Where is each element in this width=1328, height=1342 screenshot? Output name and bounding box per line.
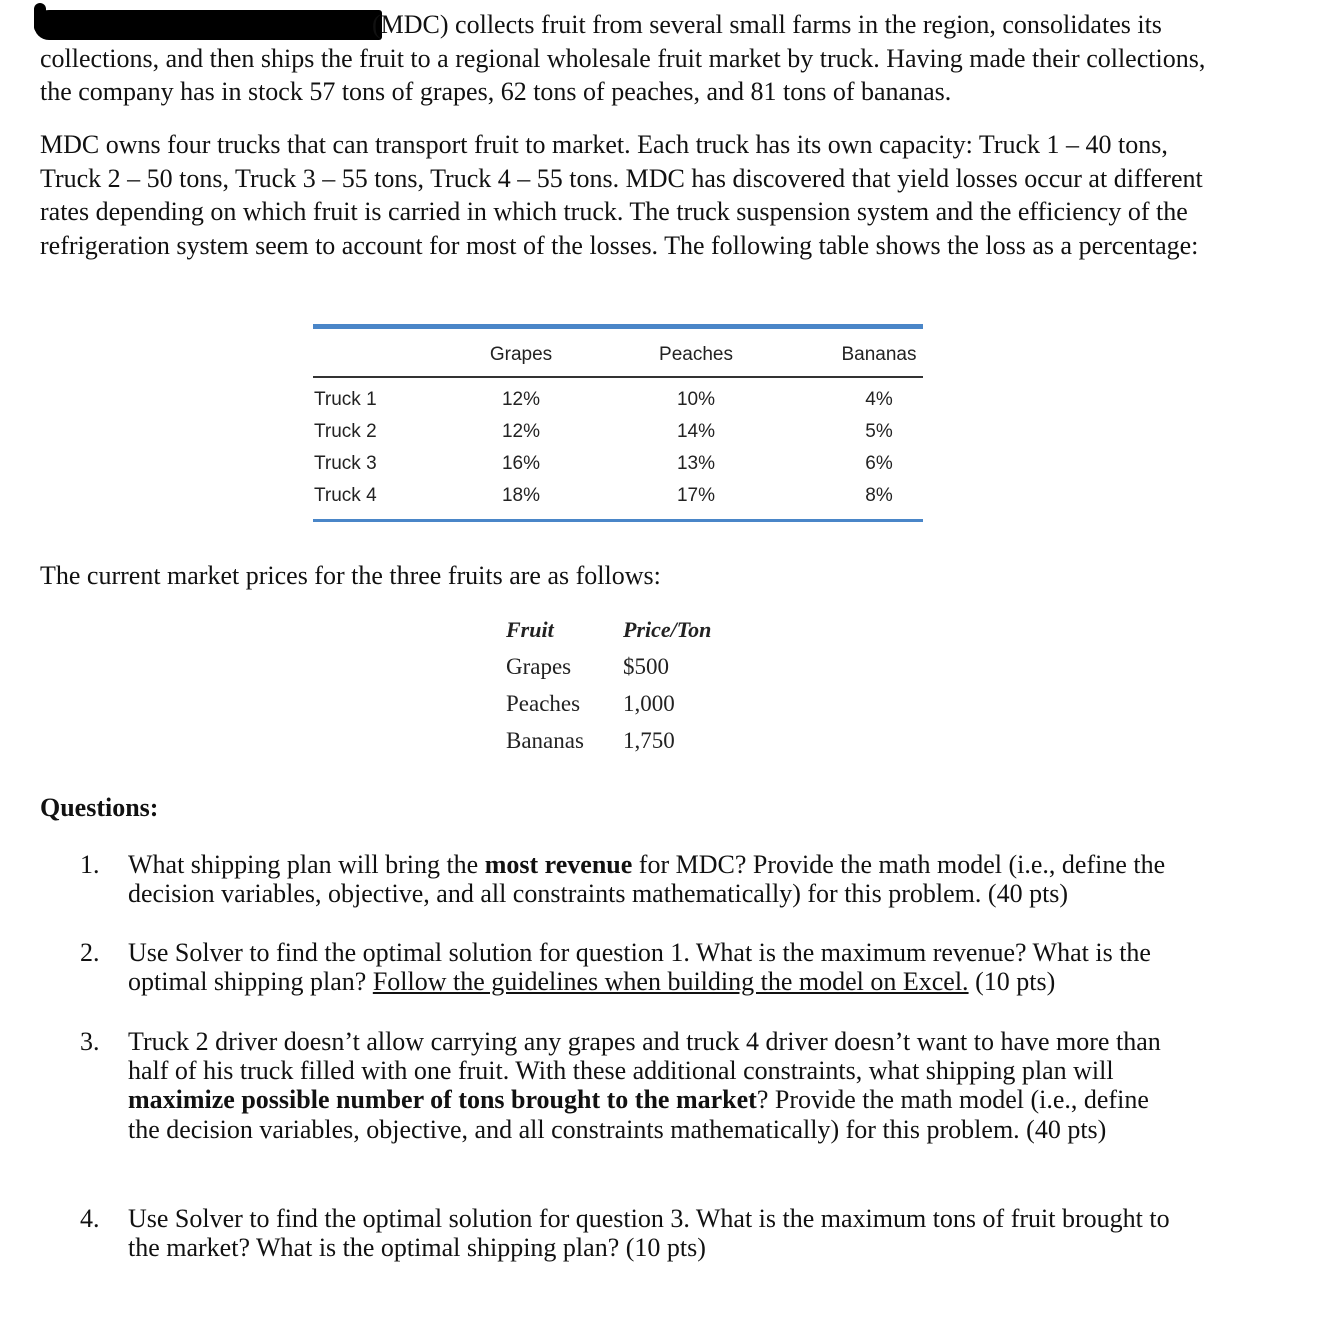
- header-bananas: Bananas: [841, 344, 917, 365]
- row-label: Truck 3: [314, 453, 377, 474]
- cell-bananas: 5%: [865, 421, 893, 442]
- cell-bananas: 6%: [865, 453, 893, 474]
- row-label: Truck 4: [314, 485, 377, 506]
- question-text-part: Truck 2 driver doesn’t allow carrying any grapes and truck 4 driver doesn’t want to have more than half of his truck filled with one fruit. With these additional constraints, what shipping plan will: [128, 1027, 1161, 1086]
- intro-paragraph-1: (MDC) collects fruit from several small farms in the region, consolidates its collections, and then ships the fruit to a regional wholesale fruit market by truck. Having made their collections, the company has in stock 57 tons of grapes, 62 tons of peaches, and 81 tons of bananas.: [40, 10, 1206, 107]
- question-text-part: What shipping plan will bring the: [128, 850, 485, 879]
- cell-peaches: 10%: [676, 389, 716, 410]
- questions-heading: Questions:: [40, 793, 159, 822]
- intro-paragraph-2: MDC owns four trucks that can transport fruit to market. Each truck has its own capacity: Truck 1 – 40 tons, Truck 2 – 50 tons, Truck 3 – 55 tons, Truck 4 – 55 tons. MDC has discovered that yield losses occur at different rates depending on which fruit is carried in which truck. The truck suspension system and the efficiency of the refrigeration system seem to account for most of the losses. The following table shows the loss as a percentage:: [40, 130, 1203, 260]
- price-table-header: [506, 617, 766, 654]
- question-text: [128, 1027, 1178, 1144]
- table-row-truck-1: [313, 389, 923, 419]
- question-number: 2.: [80, 938, 100, 967]
- header-fruit: Fruit: [506, 617, 554, 642]
- price-row-peaches: [506, 691, 766, 728]
- fruit-price: 1,000: [623, 691, 675, 716]
- row-label: Truck 1: [314, 389, 377, 410]
- price-row-grapes: [506, 654, 766, 691]
- table-top-rule: [313, 324, 923, 329]
- question-text-part: Use Solver to find the optimal solution for question 3. What is the maximum tons of fruit brought to the market? What is the optimal shipping plan? (10 pts): [128, 1204, 1170, 1263]
- table-row-truck-2: [313, 421, 923, 451]
- table-bottom-rule: [313, 519, 923, 522]
- guidelines-link[interactable]: Follow the guidelines when building the model on Excel.: [372, 967, 969, 997]
- row-label: Truck 2: [314, 421, 377, 442]
- question-text: [128, 850, 1178, 908]
- cell-peaches: 17%: [676, 485, 716, 506]
- price-table: [506, 617, 766, 765]
- fruit-name: Peaches: [506, 691, 581, 716]
- table-header-rule: [313, 376, 923, 378]
- question-text: [128, 1204, 1178, 1262]
- table-row-truck-3: [313, 453, 923, 483]
- question-text-part: Use Solver to find the optimal solution for question 1. What is the maximum revenue? What is the optimal shipping plan?: [128, 938, 1151, 997]
- cell-grapes: 12%: [501, 421, 541, 442]
- loss-percentage-table: [313, 324, 923, 524]
- cell-bananas: 8%: [865, 485, 893, 506]
- cell-grapes: 12%: [501, 389, 541, 410]
- fruit-price: $500: [623, 654, 669, 679]
- fruit-name: Bananas: [506, 728, 584, 753]
- cell-peaches: 13%: [676, 453, 716, 474]
- cell-grapes: 16%: [501, 453, 541, 474]
- price-row-bananas: [506, 728, 766, 765]
- prices-intro-paragraph: The current market prices for the three fruits are as follows:: [40, 561, 661, 590]
- header-peaches: Peaches: [659, 344, 733, 365]
- question-text-part: for MDC? Provide the math model (i.e., define the decision variables, objective, and all constraints mathematically) for this problem. (40 pts): [128, 850, 1166, 909]
- cell-peaches: 14%: [676, 421, 716, 442]
- header-price-per-ton: Price/Ton: [623, 617, 712, 642]
- fruit-name: Grapes: [506, 654, 572, 679]
- question-text-part: ? Provide the math model (i.e., define the decision variables, objective, and all constraints mathematically) for this problem. (40 pts): [128, 1085, 1149, 1144]
- table-row-truck-4: [313, 485, 923, 515]
- cell-grapes: 18%: [501, 485, 541, 506]
- header-grapes: Grapes: [489, 344, 553, 365]
- question-text-bold: most revenue: [484, 850, 633, 879]
- question-text: [128, 938, 1178, 996]
- question-text-part: (10 pts): [968, 967, 1056, 997]
- fruit-price: 1,750: [623, 728, 675, 753]
- question-number: 4.: [80, 1204, 100, 1233]
- cell-bananas: 4%: [865, 389, 893, 410]
- question-number: 3.: [80, 1027, 100, 1056]
- question-text-bold: maximize possible number of tons brought to the market: [128, 1085, 757, 1115]
- question-number: 1.: [80, 850, 100, 879]
